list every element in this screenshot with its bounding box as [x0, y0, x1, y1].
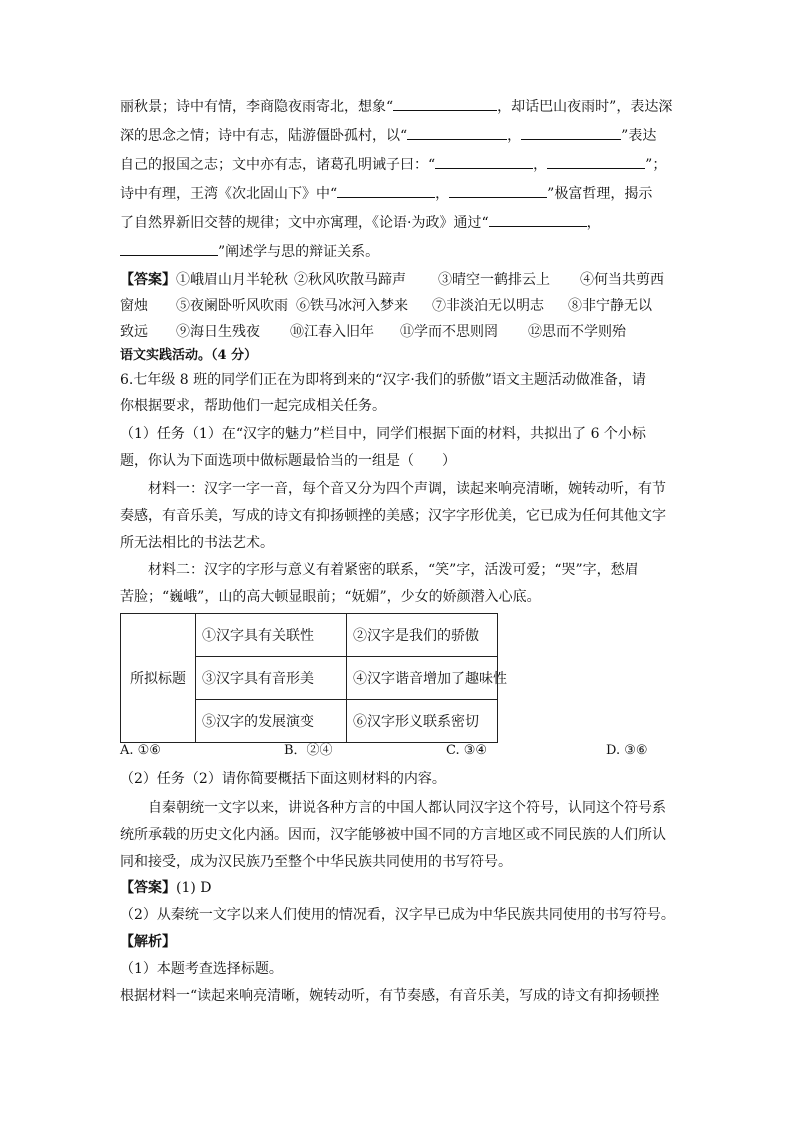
option-c: C. ③④ — [446, 743, 488, 758]
answer-item: 致远 — [120, 324, 148, 340]
text: 深的思念之情；诗中有志，陆游僵卧孤村，以“ — [120, 128, 408, 144]
text: ”表达 — [621, 128, 657, 144]
q6-stem-2: 你根据要求，帮助他们一起完成相关任务。 — [120, 398, 386, 414]
text: ”； — [645, 157, 667, 173]
text: ”阐述学与思的辩证关系。 — [218, 244, 380, 260]
passage-line-3: 同和接受，成为汉民族乃至整个中华民族共同使用的书写符号。 — [120, 854, 512, 870]
task1-line-1: （1）任务（1）在“汉字的魅力”栏目中，同学们根据下面的材料，共拟出了 6 个小标 — [120, 426, 646, 442]
blank — [337, 184, 435, 198]
blank — [449, 184, 547, 198]
answer-line-2 — [120, 297, 680, 315]
blank — [521, 126, 621, 140]
answer-item: ⑪学而不思则罔 — [400, 324, 498, 340]
answer-item: ①峨眉山月半轮秋 — [176, 272, 288, 288]
answer-item: 窗烛 — [120, 298, 148, 314]
table-cell: ③汉字具有音形美 — [196, 657, 347, 700]
analysis-line-2: 根据材料一“读起来响亮清晰，婉转动听，有节奏感，有音乐美，写成的诗文有抑扬顿挫 — [120, 988, 660, 1004]
answer6-line-1 — [120, 879, 680, 897]
blank — [407, 126, 507, 140]
material1-line-1: 材料一：汉字一字一音，每个音又分为四个声调，读起来响亮清晰，婉转动听，有节 — [148, 481, 666, 497]
answer-item: ⑨海日生残夜 — [176, 324, 260, 340]
poem-line-2 — [120, 126, 680, 145]
answer-item: ②秋风吹散马蹄声 — [294, 272, 406, 288]
answer-item: ⑧非宁静无以 — [568, 298, 652, 314]
text: ， — [533, 157, 548, 173]
answer-line-3 — [120, 323, 680, 341]
poem-line-4 — [120, 184, 680, 203]
title-options-table — [120, 613, 507, 743]
table-cell: ⑥汉字形义联系密切 — [347, 700, 498, 743]
answer-label: 【答案】 — [120, 880, 176, 896]
text: 丽秋景；诗中有情，李商隐夜雨寄北，想象“ — [120, 99, 394, 115]
poem-line-1 — [120, 97, 680, 116]
material2-line-2: 苦脸；“巍峨”，山的高大顿显眼前；“妩媚”，少女的娇颜潜入心底。 — [120, 589, 541, 605]
task1-line-2: 题，你认为下面选项中做标题最恰当的一组是（ ） — [120, 453, 456, 469]
section-title: 语文实践活动。（4 分） — [120, 348, 258, 363]
analysis-line-1: （1）本题考查选择标题。 — [120, 961, 283, 977]
blank — [393, 97, 497, 111]
answer-line-1 — [120, 271, 680, 289]
table-row — [121, 614, 498, 657]
analysis-label: 【解析】 — [120, 934, 176, 950]
passage-line-1: 自秦朝统一文字以来，讲说各种方言的中国人都认同汉字这个符号，认同这个符号系 — [148, 800, 666, 816]
text: 诗中有理，王湾《次北固山下》中“ — [120, 186, 338, 202]
text: 自己的报国之志；文中亦有志，诸葛孔明诫子曰：“ — [120, 157, 436, 173]
passage-line-2: 统所承载的历史文化内涵。因而，汉字能够被中国不同的方言地区或不同民族的人们所认 — [120, 827, 666, 843]
option-a: A. ①⑥ — [120, 743, 161, 758]
answer-item: ⑤夜阑卧听风吹雨 — [176, 298, 288, 314]
text: 了自然界新旧交替的规律；文中亦寓理，《论语·为政》通过“ — [120, 215, 489, 231]
option-b: B．②④ — [284, 743, 333, 758]
blank — [489, 213, 587, 227]
poem-line-5 — [120, 213, 680, 232]
material1-line-3: 所无法相比的书法艺术。 — [120, 535, 274, 551]
answer-item: ⑥铁马冰河入梦来 — [296, 298, 408, 314]
q6-stem-1: 6.七年级 8 班的同学们正在为即将到来的“汉字·我们的骄傲”语文主题活动做准备，请 — [120, 372, 646, 388]
answer-item: ⑦非淡泊无以明志 — [432, 298, 544, 314]
material2-line-1: 材料二：汉字的字形与意义有着紧密的联系，“笑”字，活泼可爱；“哭”字，愁眉 — [148, 562, 639, 578]
table-cell: ⑤汉字的发展演变 — [196, 700, 347, 743]
answer-item: ⑫思而不学则殆 — [528, 324, 626, 340]
table-cell: ①汉字具有关联性 — [196, 614, 347, 657]
material1-line-2: 奏感，有音乐美，写成的诗文有抑扬顿挫的美感；汉字字形优美，它已成为任何其他文字 — [120, 508, 666, 524]
table-cell: ④汉字谐音增加了趣味性 — [347, 657, 498, 700]
poem-line-3 — [120, 155, 680, 174]
answer6-line-2: （2）从秦统一文字以来人们使用的情况看，汉字早已成为中华民族共同使用的书写符号。 — [120, 907, 675, 923]
answer-text: (1) D — [176, 880, 212, 896]
task2-line: （2）任务（2）请你简要概括下面这则材料的内容。 — [120, 771, 446, 787]
table-header: 所拟标题 — [121, 614, 196, 743]
text: ， — [507, 128, 522, 144]
answer-item: ③晴空一鹤排云上 — [438, 272, 550, 288]
text: ”极富哲理，揭示 — [547, 186, 653, 202]
answer-item: ⑩江春入旧年 — [290, 324, 374, 340]
poem-line-6 — [120, 242, 680, 261]
blank — [120, 242, 218, 256]
option-d: D. ③⑥ — [606, 743, 648, 758]
text: ， — [435, 186, 450, 202]
blank — [435, 155, 533, 169]
answer-label: 【答案】 — [120, 272, 176, 288]
table-cell: ②汉字是我们的骄傲 — [347, 614, 498, 657]
blank — [547, 155, 645, 169]
text: ，却话巴山夜雨时”，表达深 — [497, 99, 673, 115]
answer-item: ④何当共剪西 — [580, 272, 664, 288]
text: ， — [586, 215, 601, 231]
